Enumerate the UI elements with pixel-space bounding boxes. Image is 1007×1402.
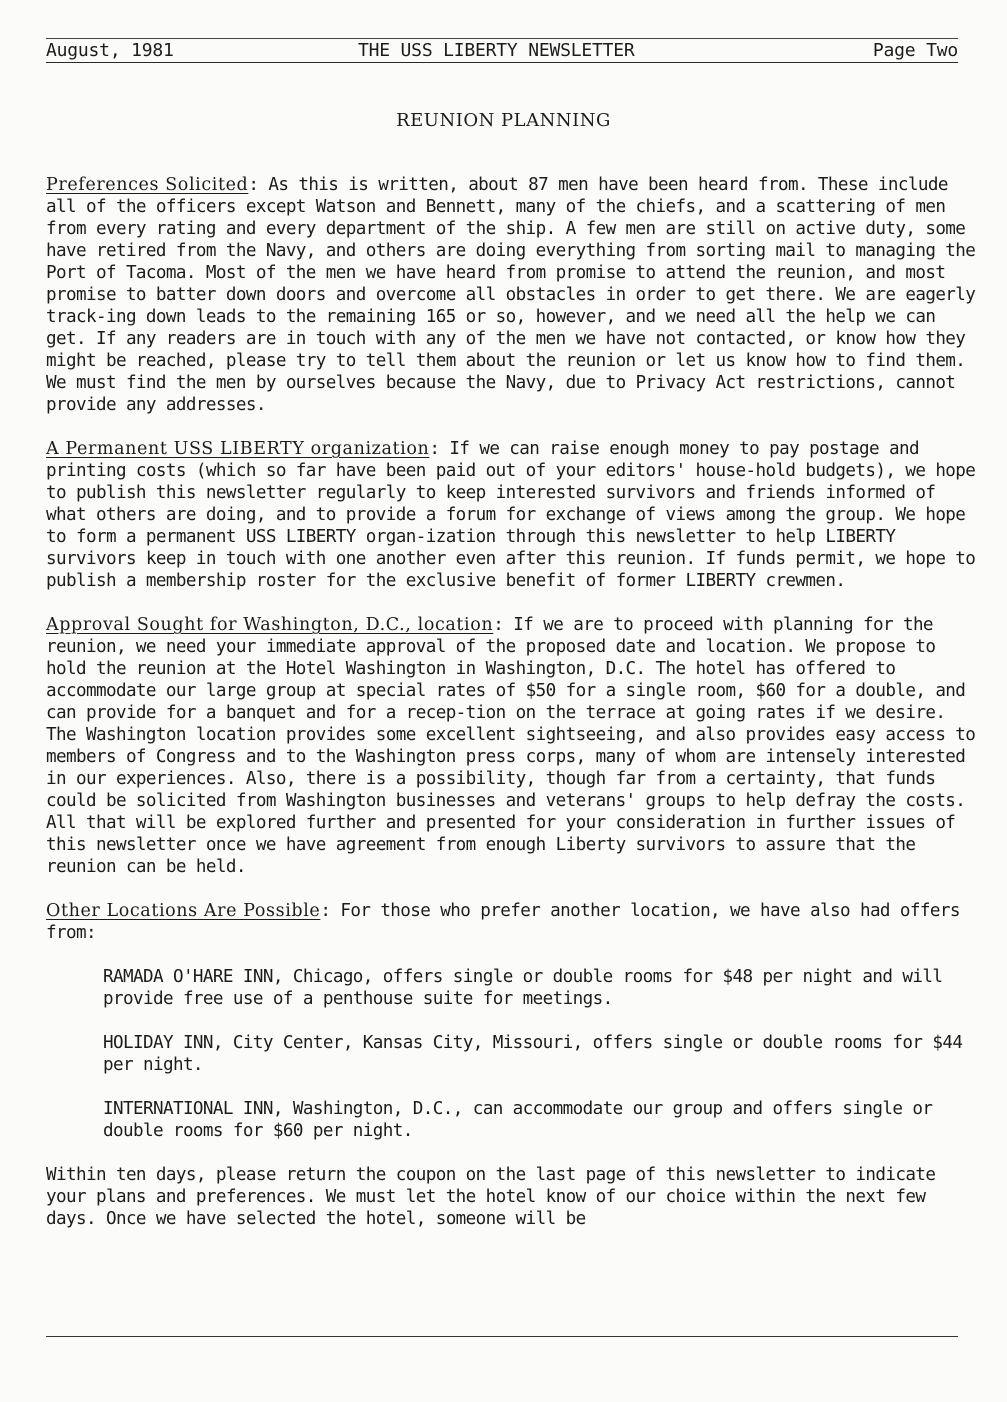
section-heading: Other Locations Are Possible [46,901,321,921]
offer-international-inn: INTERNATIONAL INN, Washington, D.C., can accommodate our group and offers single or double rooms for $60 per night. [103,1099,933,1141]
section-other-locations: Other Locations Are Possible: For those who prefer another location, we have also had offers from: [46,901,960,943]
section-heading: Approval Sought for Washington, D.C., location [46,615,494,635]
page-title: REUNION PLANNING [396,110,611,131]
section-preferences: Preferences Solicited: As this is written, about 87 men have been heard from. These include all of the officers except Watson and Bennett, many of the chiefs, and a scattering of men from every rating and every department of the ship. A few men are still on active duty, some have retired from the Navy, and others are doing everything from sorting mail to managing the Port of Tacoma. Most of the men we have heard from promise to attend the reunion, and most promise to batter down doors and overcome all obstacles in order to get there. We are eagerly track-ing down leads to the remaining 165 or so, however, and we need all the help we can get. If any readers are in touch with any of the men we have not contacted, or know how they might be reached, please try to tell them about the reunion or let us know how to find them. We must find the men by ourselves because the Navy, due to Privacy Act restrictions, cannot provide any addresses. [46,175,976,415]
offer-holiday-inn: HOLIDAY INN, City Center, Kansas City, Missouri, offers single or double rooms for $44 per night. [103,1033,963,1075]
section-heading: A Permanent USS LIBERTY organization [46,439,430,459]
header-publication: THE USS LIBERTY NEWSLETTER [358,40,635,61]
section-text: As this is written, about 87 men have been heard from. These include all of the officers except Watson and Bennett, many of the chiefs, and a scattering of men from every rating and every department of the ship. A few men are still on active duty, some have retired from the Navy, and others are doing everything from sorting mail to managing the Port of Tacoma. Most of the men we have heard from promise to attend the reunion, and most promise to batter down doors and overcome all obstacles in order to get there. We are eagerly track-ing down leads to the remaining 165 or so, however, and we need all the help we can get. If any readers are in touch with any of the men we have not contacted, or know how they might be reached, please try to tell them about the reunion or let us know how to find them. We must find the men by ourselves because the Navy, due to Privacy Act restrictions, cannot provide any addresses. [46,175,976,415]
closing-paragraph: Within ten days, please return the coupon on the last page of this newsletter to indicate your plans and preferences. We must let the hotel know of our choice within the next few days. Once we have selected the hotel, someone will be [46,1165,936,1229]
header-top-rule [46,38,958,39]
section-text: If we can raise enough money to pay postage and printing costs (which so far have been paid out of your editors' house-hold budgets), we hope to publish this newsletter regularly to keep interested survivors and friends informed of what others are doing, and to provide a forum for exchange of views among the group. We hope to form a permanent USS LIBERTY organ-ization through this newsletter to help LIBERTY survivors keep in touch with one another even after this reunion. If funds permit, we hope to publish a membership roster for the exclusive benefit of former LIBERTY crewmen. [46,439,976,591]
section-approval-sought: Approval Sought for Washington, D.C., location: If we are to proceed with planning for the reunion, we need your immediate approval of the proposed date and location. We propose to hold the reunion at the Hotel Washington in Washington, D.C. The hotel has offered to accommodate our large group at special rates of $50 for a single room, $60 for a double, and can provide for a banquet and for a recep-tion on the terrace at going rates if we desire. The Washington location provides some excellent sightseeing, and also provides easy access to members of Congress and to the Washington press corps, many of whom are intensely interested in our experiences. Also, there is a possibility, though far from a certainty, that funds could be solicited from Washington businesses and veterans' groups to help defray the costs. All that will be explored further and presented for your consideration in further issues of this newsletter once we have agreement from enough Liberty survivors to assure that the reunion can be held. [46,615,976,877]
section-heading: Preferences Solicited [46,175,249,195]
article-body [46,174,976,1252]
header-date: August, 1981 [46,40,174,61]
section-text: If we are to proceed with planning for the reunion, we need your immediate approval of the proposed date and location. We propose to hold the reunion at the Hotel Washington in Washington, D.C. The hotel has offered to accommodate our large group at special rates of $50 for a single room, $60 for a double, and can provide for a banquet and for a recep-tion on the terrace at going rates if we desire. The Washington location provides some excellent sightseeing, and also provides easy access to members of Congress and to the Washington press corps, many of whom are intensely interested in our experiences. Also, there is a possibility, though far from a certainty, that funds could be solicited from Washington businesses and veterans' groups to help defray the costs. All that will be explored further and presented for your consideration in further issues of this newsletter once we have agreement from enough Liberty survivors to assure that the reunion can be held. [46,615,976,877]
header-page-number: Page Two [872,40,958,61]
footer-rule [46,1336,958,1337]
header-rule [46,62,958,63]
section-text: For those who prefer another location, we have also had offers from: [46,901,960,943]
offer-ramada: RAMADA O'HARE INN, Chicago, offers single or double rooms for $48 per night and will provide free use of a penthouse suite for meetings. [103,967,943,1009]
section-permanent-organization: A Permanent USS LIBERTY organization: If we can raise enough money to pay postage and printing costs (which so far have been paid out of your editors' house-hold budgets), we hope to publish this newsletter regularly to keep interested survivors and friends informed of what others are doing, and to provide a forum for exchange of views among the group. We hope to form a permanent USS LIBERTY organ-ization through this newsletter to help LIBERTY survivors keep in touch with one another even after this reunion. If funds permit, we hope to publish a membership roster for the exclusive benefit of former LIBERTY crewmen. [46,439,976,591]
